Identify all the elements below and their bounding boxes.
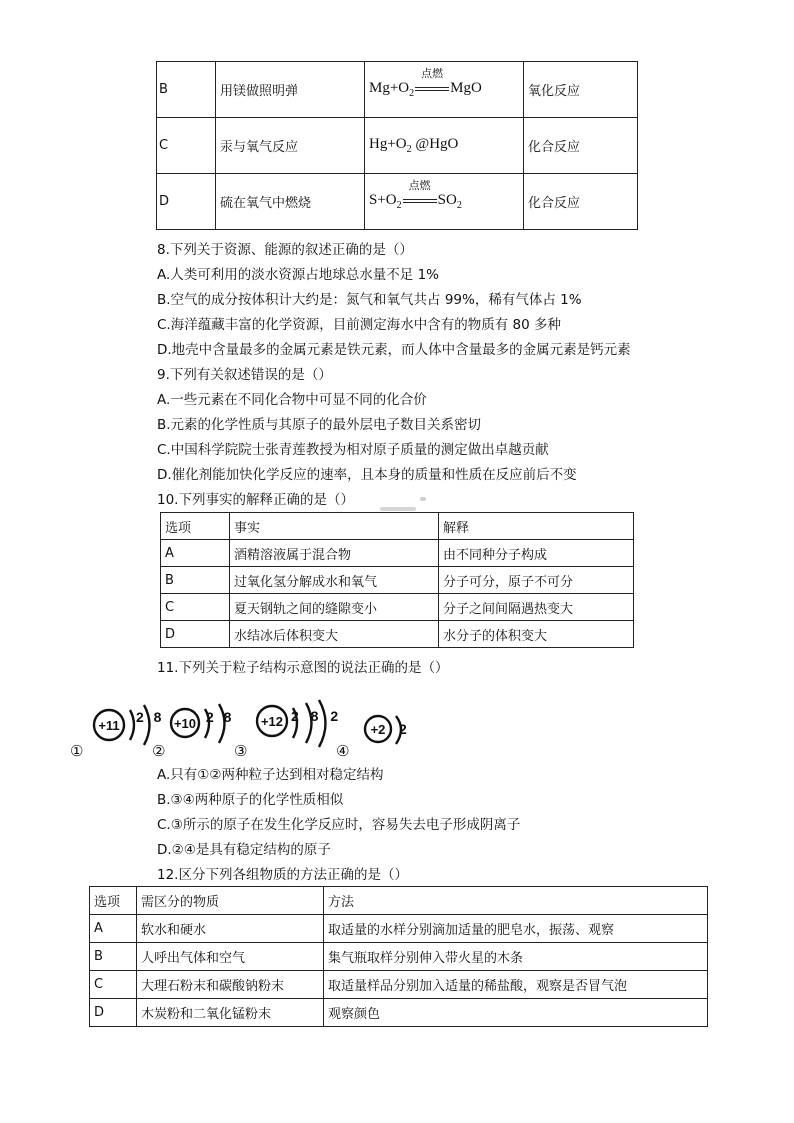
table-cell: 取适量的水样分别滴加适量的肥皂水，振荡、观察 xyxy=(324,915,708,943)
option-cell: B xyxy=(157,62,216,118)
condition-label: 点燃 xyxy=(408,179,431,192)
scan-smudge xyxy=(380,507,416,511)
type-cell: 化合反应 xyxy=(524,174,638,230)
eq-sub: 2 xyxy=(409,88,415,99)
electron-shells: 2 8 2 xyxy=(291,708,343,724)
q8-option-b: B.空气的成分按体积计大约是：氮气和氧气共占 99%，稀有气体占 1% xyxy=(157,292,582,308)
table-cell: A xyxy=(161,540,230,567)
table-cell: 木炭粉和二氧化锰粉末 xyxy=(137,999,324,1027)
equation-cell xyxy=(365,174,524,230)
atom-diagram-1 xyxy=(70,705,164,760)
table-cell: C xyxy=(90,971,137,999)
fact-cell: 汞与氧气反应 xyxy=(216,118,365,174)
table-cell: D xyxy=(90,999,137,1027)
atom-label: ③ xyxy=(234,743,248,760)
q11-option-a: A.只有①②两种粒子达到相对稳定结构 xyxy=(157,767,384,783)
eq-left: S+O xyxy=(369,192,397,208)
electron-shells: 2 xyxy=(399,721,407,737)
q11-option-d: D.②④是具有稳定结构的原子 xyxy=(157,842,331,858)
table-row xyxy=(161,621,634,648)
nucleus-charge: +12 xyxy=(260,714,284,729)
fact-cell: 用镁做照明弹 xyxy=(216,62,365,118)
eq-sub: 2 xyxy=(406,144,412,155)
equation-cell xyxy=(365,62,524,118)
q9-stem: 9.下列有关叙述错误的是（） xyxy=(157,367,332,383)
eq-right: SO xyxy=(437,192,457,208)
eq-left: Hg+O xyxy=(369,136,407,152)
atom-label: ④ xyxy=(336,743,350,760)
nucleus-charge: +10 xyxy=(173,716,197,731)
header-cell: 选项 xyxy=(90,887,137,915)
table-row xyxy=(157,118,638,174)
table-cell: 过氧化氢分解成水和氧气 xyxy=(230,567,439,594)
q9-option-c: C.中国科学院院士张青莲教授为相对原子质量的测定做出卓越贡献 xyxy=(157,442,549,458)
table-row xyxy=(90,943,708,971)
eq-right: MgO xyxy=(450,80,482,96)
methods-table xyxy=(89,886,708,1027)
table-row xyxy=(90,971,708,999)
q9-option-d: D.催化剂能加快化学反应的速率，且本身的质量和性质在反应前后不变 xyxy=(157,467,577,483)
table-row xyxy=(161,540,634,567)
table-cell: 观察颜色 xyxy=(324,999,708,1027)
q8-stem: 8.下列关于资源、能源的叙述正确的是（） xyxy=(157,242,413,258)
table-cell: 分子可分，原子不可分 xyxy=(439,567,634,594)
atom-label: ② xyxy=(152,743,166,760)
type-cell: 氧化反应 xyxy=(524,62,638,118)
q8-option-d: D.地壳中含量最多的金属元素是铁元素，而人体中含量最多的金属元素是钙元素 xyxy=(157,342,631,358)
q9-option-a: A.一些元素在不同化合物中可显不同的化合价 xyxy=(157,392,427,408)
table-row xyxy=(90,915,708,943)
table-cell: A xyxy=(90,915,137,943)
table-cell: 集气瓶取样分别伸入带火星的木条 xyxy=(324,943,708,971)
table-cell: 水结冰后体积变大 xyxy=(230,621,439,648)
type-cell: 化合反应 xyxy=(524,118,638,174)
atomic-structure-diagrams xyxy=(60,696,420,764)
table-cell: B xyxy=(161,567,230,594)
q11-stem: 11.下列关于粒子结构示意图的说法正确的是（） xyxy=(157,660,449,676)
q11-option-c: C.③所示的原子在发生化学反应时，容易失去电子形成阴离子 xyxy=(157,817,521,833)
header-cell: 选项 xyxy=(161,513,230,540)
atom-diagram-3 xyxy=(234,700,342,760)
header-cell: 方法 xyxy=(324,887,708,915)
header-cell: 解释 xyxy=(439,513,634,540)
table-cell: 由不同种分子构成 xyxy=(439,540,634,567)
q8-option-a: A.人类可利用的淡水资源占地球总水量不足 1% xyxy=(157,267,439,283)
facts-table xyxy=(160,512,634,648)
table-cell: 水分子的体积变大 xyxy=(439,621,634,648)
option-cell: C xyxy=(157,118,216,174)
table-header-row xyxy=(161,513,634,540)
table-cell: 软水和硬水 xyxy=(137,915,324,943)
table-cell: 取适量样品分别加入适量的稀盐酸，观察是否冒气泡 xyxy=(324,971,708,999)
table-cell: C xyxy=(161,594,230,621)
reaction-table xyxy=(156,61,638,230)
reaction-condition xyxy=(414,67,450,97)
table-cell: 大理石粉末和碳酸钠粉末 xyxy=(137,971,324,999)
table-cell: D xyxy=(161,621,230,648)
table-row xyxy=(161,594,634,621)
table-row xyxy=(157,174,638,230)
eq-sub: 2 xyxy=(456,200,462,211)
table-cell: 人呼出气体和空气 xyxy=(137,943,324,971)
equation-cell xyxy=(365,118,524,174)
header-cell: 事实 xyxy=(230,513,439,540)
table-cell: 分子之间间隔遇热变大 xyxy=(439,594,634,621)
q10-stem: 10.下列事实的解释正确的是（） xyxy=(157,492,354,508)
q8-option-c: C.海洋蕴藏丰富的化学资源，目前测定海水中含有的物质有 80 多种 xyxy=(157,317,561,333)
reaction-condition xyxy=(402,179,438,209)
eq-sub: 2 xyxy=(396,200,402,211)
table-row xyxy=(157,62,638,118)
q11-option-b: B.③④两种原子的化学性质相似 xyxy=(157,792,344,808)
q12-stem: 12.区分下列各组物质的方法正确的是（） xyxy=(157,867,408,883)
electron-shells: 2 8 xyxy=(136,709,165,725)
table-cell: 酒精溶液属于混合物 xyxy=(230,540,439,567)
eq-left: Mg+O xyxy=(369,80,410,96)
electron-shells: 2 8 xyxy=(206,709,235,725)
nucleus-charge: +11 xyxy=(98,718,120,733)
table-cell: 夏天钢轨之间的缝隙变小 xyxy=(230,594,439,621)
header-cell: 需区分的物质 xyxy=(137,887,324,915)
table-row xyxy=(90,999,708,1027)
condition-label: 点燃 xyxy=(421,67,444,80)
table-row xyxy=(161,567,634,594)
eq-right: @HgO xyxy=(411,136,459,152)
q9-option-b: B.元素的化学性质与其原子的最外层电子数目关系密切 xyxy=(157,417,482,433)
atom-label: ① xyxy=(70,743,84,760)
fact-cell: 硫在氧气中燃烧 xyxy=(216,174,365,230)
nucleus-charge: +2 xyxy=(370,722,386,737)
table-header-row xyxy=(90,887,708,915)
option-cell: D xyxy=(157,174,216,230)
table-cell: B xyxy=(90,943,137,971)
atom-diagram-4 xyxy=(336,716,407,760)
scan-smudge xyxy=(420,497,426,501)
